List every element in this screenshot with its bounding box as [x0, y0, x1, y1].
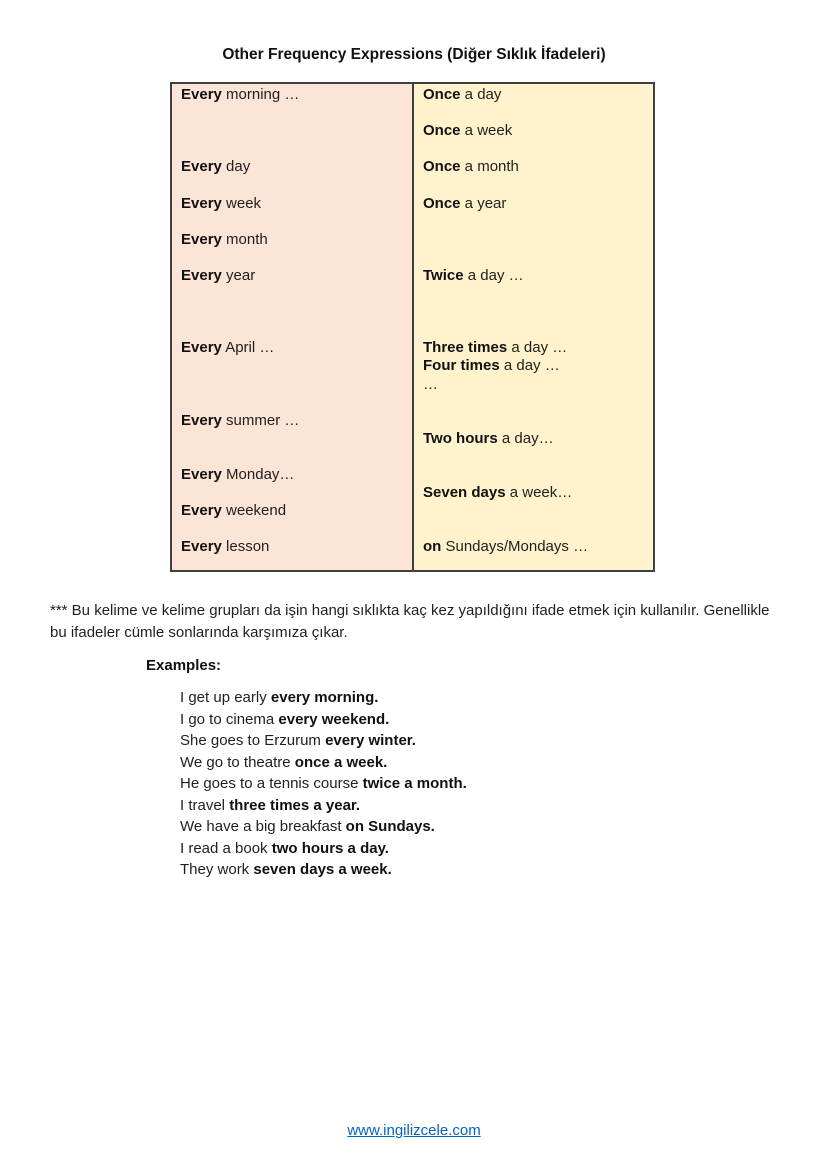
expression-rest: Sundays/Mondays … [441, 538, 589, 556]
table-line [181, 538, 404, 556]
frequency-expressions-table [170, 82, 655, 572]
expression-rest: a day [460, 86, 502, 103]
table-line [181, 104, 404, 122]
table-line [423, 195, 645, 213]
expression-rest: a week [460, 122, 513, 140]
example-sentence [180, 773, 467, 795]
expression-rest: … [423, 375, 438, 393]
table-line [181, 303, 404, 321]
table-line [423, 176, 645, 194]
expression-rest: a day … [463, 266, 524, 284]
expression-bold-term: Every [181, 538, 222, 556]
expression-bold-term: Every [181, 465, 222, 483]
example-plain-text: She goes to Erzurum [180, 732, 326, 749]
table-line [423, 502, 645, 520]
expression-bold-term: Twice [423, 266, 464, 284]
example-plain-text: We have a big breakfast [180, 818, 346, 835]
table-line [181, 484, 404, 502]
expression-bold-term: Four times [423, 357, 500, 375]
table-line [181, 412, 404, 430]
expression-bold-term: Once [423, 194, 461, 212]
expression-rest: weekend [221, 502, 287, 520]
example-sentence [180, 752, 467, 774]
example-frequency-phrase: once a week. [294, 753, 388, 771]
example-sentence [180, 838, 467, 860]
table-line [181, 140, 404, 158]
example-plain-text: I read a book [180, 839, 272, 857]
table-line [181, 376, 404, 394]
example-sentence [180, 730, 467, 752]
example-plain-text: They work [180, 861, 254, 878]
count-expressions-cell [414, 84, 653, 570]
table-line [181, 195, 404, 213]
expression-bold-term: Every [181, 86, 222, 103]
table-line [423, 231, 645, 249]
example-frequency-phrase: every winter. [325, 732, 416, 749]
example-plain-text: We go to theatre [180, 753, 295, 771]
example-plain-text: I go to cinema [180, 710, 279, 728]
example-sentence [180, 859, 467, 881]
expression-bold-term: Every [181, 502, 222, 520]
expression-rest: year [221, 266, 256, 284]
example-plain-text: I get up early [180, 689, 271, 706]
table-line [181, 231, 404, 249]
table-line [423, 303, 645, 321]
table-line [423, 538, 645, 556]
table-line [181, 357, 404, 375]
example-plain-text: I travel [180, 796, 230, 814]
expression-bold-term: Once [423, 158, 461, 176]
table-line [423, 484, 645, 502]
expression-rest: a day … [507, 339, 568, 357]
example-frequency-phrase: seven days a week. [253, 861, 392, 878]
examples-heading: Examples: [146, 657, 222, 674]
table-line [423, 376, 645, 394]
table-line [423, 412, 645, 430]
expression-bold-term: Three times [423, 339, 508, 357]
expression-rest: a year [460, 194, 507, 212]
table-line [181, 213, 404, 231]
table-line [181, 520, 404, 538]
table-line [181, 448, 404, 466]
table-line [181, 466, 404, 484]
table-line [423, 466, 645, 484]
table-line [423, 140, 645, 158]
table-line [181, 321, 404, 339]
expression-rest: week [221, 194, 262, 212]
table-line [181, 122, 404, 140]
table-line [181, 249, 404, 267]
expression-rest: a month [460, 158, 519, 176]
table-line [423, 213, 645, 231]
expression-rest: a week… [505, 484, 573, 502]
table-line [423, 357, 645, 375]
example-frequency-phrase: on Sundays. [345, 818, 435, 835]
table-line [181, 502, 404, 520]
table-line [181, 176, 404, 194]
expression-rest: month [221, 230, 268, 248]
table-line [181, 158, 404, 176]
every-expressions-cell [172, 84, 414, 570]
table-line [423, 267, 645, 285]
table-line [423, 430, 645, 448]
expression-bold-term: Seven days [423, 484, 506, 502]
example-plain-text: He goes to a tennis course [180, 775, 363, 792]
page-title: Other Frequency Expressions (Diğer Sıklık İfadeleri) [222, 46, 606, 63]
table-line [181, 86, 404, 104]
table-line [423, 321, 645, 339]
expression-bold-term: Every [181, 194, 222, 212]
table-line [423, 394, 645, 412]
example-sentence [180, 795, 467, 817]
table-line [423, 339, 645, 357]
example-frequency-phrase: two hours a day. [271, 839, 389, 857]
example-frequency-phrase: three times a year. [229, 796, 361, 814]
expression-rest: April … [221, 339, 275, 357]
expression-rest: Monday… [221, 465, 295, 483]
expression-bold-term: Every [181, 266, 222, 284]
expression-bold-term: Every [181, 411, 222, 429]
table-line [423, 158, 645, 176]
example-frequency-phrase: every weekend. [278, 710, 390, 728]
expression-rest: day [221, 158, 251, 176]
example-sentence [180, 709, 467, 731]
expression-bold-term: on [423, 538, 442, 556]
expression-rest: a day … [499, 357, 560, 375]
table-line [423, 104, 645, 122]
example-sentence [180, 687, 467, 709]
expression-rest: a day… [497, 429, 554, 447]
table-line [181, 285, 404, 303]
turkish-explanation-note: *** Bu kelime ve kelime grupları da işin hangi sıklıkta kaç kez yapıldığını ifade etmek için kullanılır. Genellikle bu ifadeler cümle sonlarında karşımıza çıkar. [50, 602, 770, 641]
expression-bold-term: Once [423, 86, 461, 103]
example-frequency-phrase: twice a month. [362, 775, 467, 792]
expression-rest: lesson [221, 538, 270, 556]
examples-list [180, 687, 467, 881]
expression-bold-term: Two hours [423, 429, 498, 447]
table-line [423, 285, 645, 303]
example-frequency-phrase: every morning. [270, 689, 379, 706]
footer [0, 1122, 828, 1140]
expression-bold-term: Every [181, 339, 222, 357]
table-line [423, 520, 645, 538]
expression-bold-term: Every [181, 158, 222, 176]
expression-bold-term: Once [423, 122, 461, 140]
table-line [181, 267, 404, 285]
table-line [181, 394, 404, 412]
expression-rest: morning … [221, 86, 300, 103]
expression-rest: summer … [221, 411, 300, 429]
table-line [423, 249, 645, 267]
table-line [423, 448, 645, 466]
table-line [181, 339, 404, 357]
expression-bold-term: Every [181, 230, 222, 248]
table-line [423, 122, 645, 140]
table-line [423, 86, 645, 104]
example-sentence [180, 816, 467, 838]
footer-link[interactable]: www.ingilizcele.com [347, 1122, 481, 1139]
table-line [181, 430, 404, 448]
